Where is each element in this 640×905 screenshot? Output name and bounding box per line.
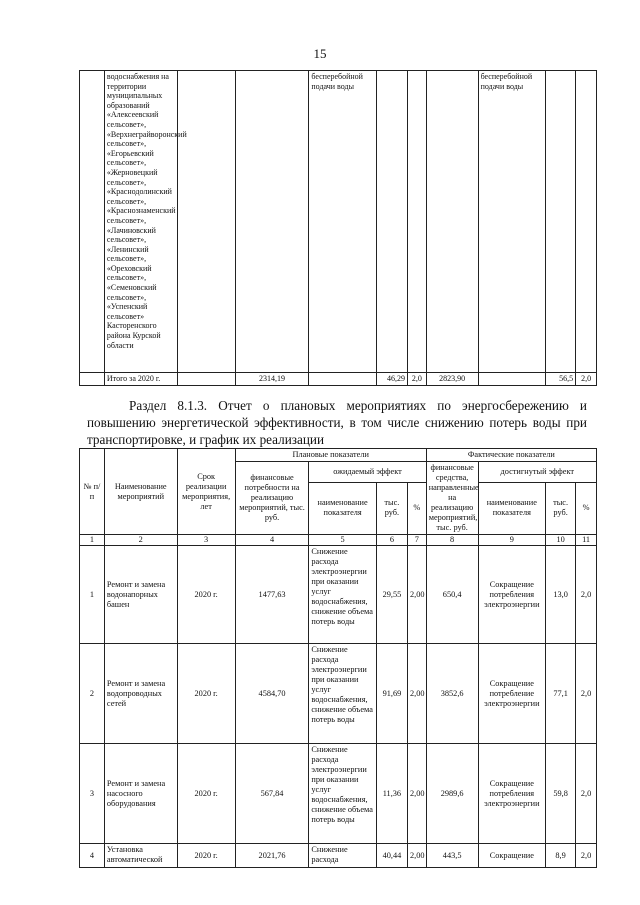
col-num: 7 <box>407 535 426 546</box>
fact-value: 13,0 <box>546 546 576 644</box>
table-row <box>80 844 597 868</box>
header-fact-unit: тыс. руб. <box>546 482 576 534</box>
col-num: 6 <box>376 535 407 546</box>
col-num: 4 <box>235 535 309 546</box>
measure-term: 2020 г. <box>177 644 235 744</box>
fact-indicator: Сокращение <box>478 844 545 868</box>
plan-pct: 2,00 <box>407 844 426 868</box>
fact-value: 77,1 <box>546 644 576 744</box>
plan-finance: 567,84 <box>235 744 309 844</box>
continued-table <box>79 70 597 386</box>
fact-pct: 2,0 <box>576 744 597 844</box>
plan-value: 91,69 <box>376 644 407 744</box>
fact-value: 8,9 <box>546 844 576 868</box>
total-fact-pct: 2,0 <box>576 373 597 386</box>
row-num: 1 <box>80 546 105 644</box>
continued-row <box>80 71 597 373</box>
plan-pct: 2,00 <box>407 546 426 644</box>
fact-finance: 443,5 <box>426 844 478 868</box>
planned-effect-continued: бесперебойной подачи воды <box>309 71 376 373</box>
header-fact-indicator: наименование показателя <box>478 482 545 534</box>
total-row <box>80 373 597 386</box>
section-heading <box>87 397 587 448</box>
fact-finance: 650,4 <box>426 546 478 644</box>
section-heading-text: Раздел 8.1.3. Отчет о плановых мероприятиях по энергосбережению и повышению энергетической эффективности, в том числе снижению потерь воды при транспортировке, и график их реализации <box>87 398 587 447</box>
total-fact-finance: 2823,90 <box>426 373 478 386</box>
table-row <box>80 546 597 644</box>
header-expected-effect: ожидаемый эффект <box>309 462 426 483</box>
total-plan-value: 46,29 <box>376 373 407 386</box>
total-plan-pct: 2,0 <box>408 373 427 386</box>
column-numbers-row <box>80 535 597 546</box>
row-num: 2 <box>80 644 105 744</box>
fact-pct: 2,0 <box>576 844 597 868</box>
measure-term: 2020 г. <box>177 546 235 644</box>
fact-finance: 2989,6 <box>426 744 478 844</box>
measure-name: Ремонт и замена насосного оборудования <box>104 744 177 844</box>
plan-pct: 2,00 <box>407 744 426 844</box>
header-actual-group: Фактические показатели <box>426 449 596 462</box>
measure-name-continued: водоснабжения на территории муниципальных образований «Алексеевский сельсовет», «Верхнеграйворонский сельсовет», «Егорьевский сельсовет», «Жерновецкий сельсовет», «Краснодолинский сельсовет», «Краснознаменский сельсовет», «Лачиновский сельсовет», «Ленинский сельсовет», «Ореховский сельсовет», «Семеновский сельсовет», «Успенский сельсовет» Касторенского района Курской области <box>104 71 177 373</box>
total-label: Итого за 2020 г. <box>104 373 177 386</box>
measure-term: 2020 г. <box>177 844 235 868</box>
header-plan-pct: % <box>407 482 426 534</box>
col-num: 11 <box>576 535 597 546</box>
main-table <box>79 448 597 868</box>
measure-name: Установка автоматической <box>104 844 177 868</box>
measure-name: Ремонт и замена водопроводных сетей <box>104 644 177 744</box>
col-num: 10 <box>546 535 576 546</box>
plan-indicator: Снижение расхода <box>309 844 376 868</box>
measure-name: Ремонт и замена водонапорных башен <box>104 546 177 644</box>
col-num: 9 <box>478 535 545 546</box>
header-achieved-effect: достигнутый эффект <box>478 462 596 483</box>
header-term: Срок реализации мероприятия, лет <box>177 449 235 535</box>
plan-pct: 2,00 <box>407 644 426 744</box>
plan-value: 11,36 <box>376 744 407 844</box>
header-plan-finance: финансовые потребности на реализацию мероприятий, тыс. руб. <box>235 462 309 535</box>
header-row-1 <box>80 449 597 462</box>
header-planned-group: Плановые показатели <box>235 449 426 462</box>
fact-indicator: Сокращение потребление электроэнергии <box>478 644 545 744</box>
col-num: 2 <box>104 535 177 546</box>
plan-finance: 4584,70 <box>235 644 309 744</box>
plan-indicator: Снижение расхода электроэнергии при оказании услуг водоснабжения, снижение объема потерь воды <box>309 644 376 744</box>
row-num: 4 <box>80 844 105 868</box>
col-num: 1 <box>80 535 105 546</box>
header-name: Наименование мероприятий <box>104 449 177 535</box>
col-num: 5 <box>309 535 376 546</box>
total-fact-value: 56,5 <box>546 373 576 386</box>
row-num: 3 <box>80 744 105 844</box>
plan-value: 40,44 <box>376 844 407 868</box>
fact-indicator: Сокращение потребления электроэнергии <box>478 744 545 844</box>
header-plan-unit: тыс. руб. <box>376 482 407 534</box>
table-row <box>80 744 597 844</box>
page-number: 15 <box>313 46 327 61</box>
header-fact-finance: финансовые средства, направленные на реализацию мероприятий, тыс. руб. <box>426 462 478 535</box>
header-fact-pct: % <box>576 482 597 534</box>
fact-pct: 2,0 <box>576 546 597 644</box>
fact-pct: 2,0 <box>576 644 597 744</box>
plan-indicator: Снижение расхода электроэнергии при оказании услуг водоснабжения, снижение объема потерь воды <box>309 546 376 644</box>
plan-finance: 2021,76 <box>235 844 309 868</box>
header-num: № п/п <box>80 449 105 535</box>
col-num: 3 <box>177 535 235 546</box>
plan-value: 29,55 <box>376 546 407 644</box>
total-plan-finance: 2314,19 <box>235 373 309 386</box>
fact-value: 59,8 <box>546 744 576 844</box>
fact-finance: 3852,6 <box>426 644 478 744</box>
plan-finance: 1477,63 <box>235 546 309 644</box>
table-row <box>80 644 597 744</box>
fact-indicator: Сокращение потребления электроэнергии <box>478 546 545 644</box>
plan-indicator: Снижение расхода электроэнергии при оказании услуг водоснабжения, снижение объема потерь воды <box>309 744 376 844</box>
header-plan-indicator: наименование показателя <box>309 482 376 534</box>
measure-term: 2020 г. <box>177 744 235 844</box>
actual-effect-continued: бесперебойной подачи воды <box>478 71 545 373</box>
col-num: 8 <box>426 535 478 546</box>
